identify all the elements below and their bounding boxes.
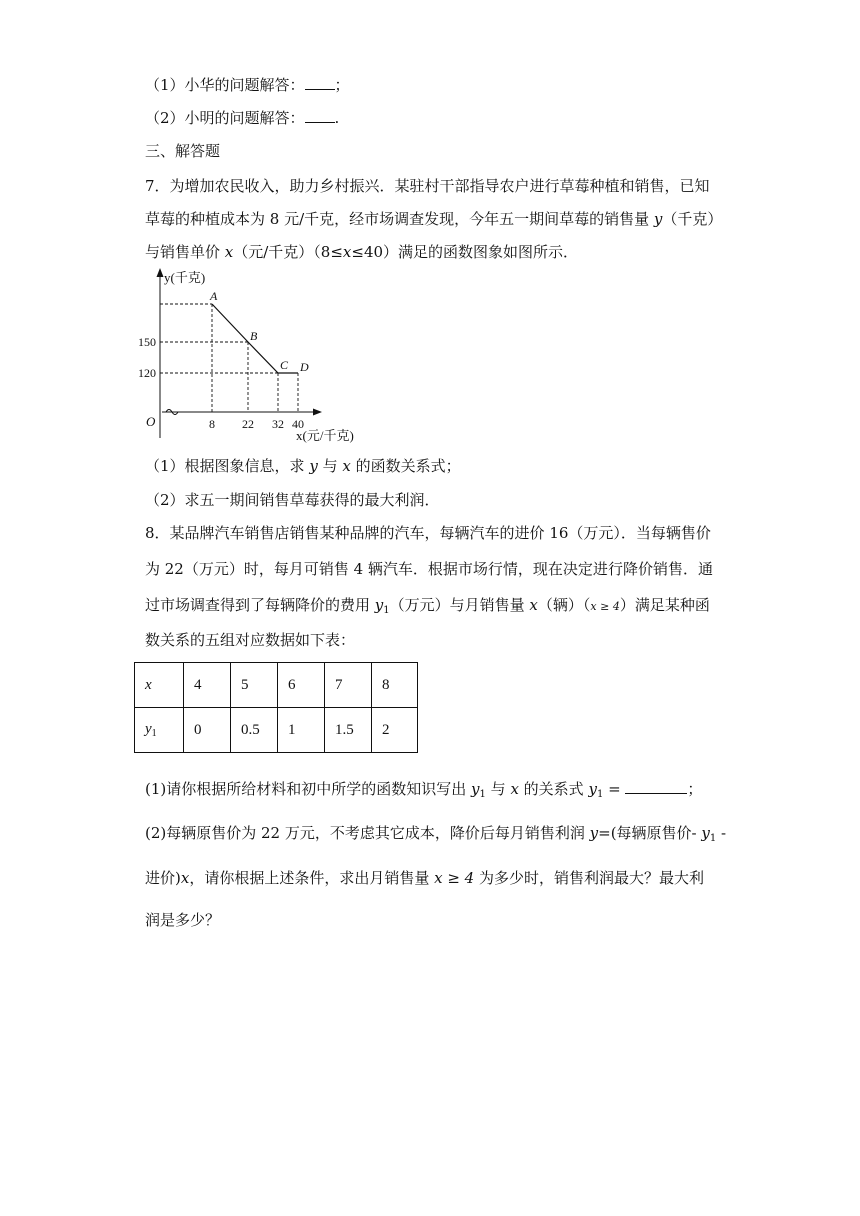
q8-line3: 过市场调查得到了每辆降价的费用 $y_1$（万元）与月销售量 x（辆）（x ≥ 4）满足某种函: [145, 596, 710, 616]
q8-part1: (1)请你根据所给材料和初中所学的函数知识写出 $y_1$ 与 x 的关系式 $y_1$ = ；: [145, 780, 703, 800]
q8-part2-line2: 进价)x，请你根据上述条件，求出月销售量 x ≥ 4 为多少时，销售利润最大？最大利: [145, 869, 704, 887]
graph-axes: [157, 268, 323, 438]
y-axis-label: y(千克): [164, 270, 206, 285]
function-graph: [140, 266, 370, 448]
table-row: [135, 663, 418, 708]
q8-line1: 8．某品牌汽车销售店销售某种品牌的汽车，每辆汽车的进价 16（万元）．当每辆售价: [145, 524, 711, 542]
table-cell: $y_1$: [135, 708, 184, 753]
point-label: B: [250, 329, 258, 343]
q6-part1: （1）小华的问题解答： ；: [145, 76, 350, 94]
answer-blank: [625, 779, 687, 794]
x-tick-label: 40: [292, 417, 304, 431]
graph-labels: [138, 270, 354, 443]
q7-line3: 与销售单价 x（元/千克）（8≤x≤40）满足的函数图象如图所示．: [145, 243, 579, 261]
table-cell: 6: [278, 663, 325, 708]
point-label: C: [280, 358, 289, 372]
q7-sub1: （1）根据图象信息，求 y 与 x 的函数关系式；: [145, 457, 461, 475]
y-axis-arrow: [157, 268, 164, 277]
origin-label: O: [146, 414, 156, 429]
q8-part2-line1: (2)每辆原售价为 22 万元，不考虑其它成本，降价后每月销售利润 y=(每辆原售价- $y_1$ -: [145, 824, 727, 844]
y-tick-label: 150: [138, 335, 156, 349]
table-cell: 8: [372, 663, 418, 708]
answer-blank: [305, 75, 335, 90]
q7-line1: 7．为增加农民收入，助力乡村振兴．某驻村干部指导农户进行草莓种植和销售，已知: [145, 177, 710, 195]
table-cell: 4: [184, 663, 231, 708]
table-cell: 2: [372, 708, 418, 753]
data-table: [134, 662, 418, 753]
x-axis-arrow: [313, 409, 322, 416]
x-tick-label: 8: [209, 417, 215, 431]
x-tick-label: 22: [242, 417, 254, 431]
table-row: [135, 708, 418, 753]
table-cell: 1.5: [325, 708, 372, 753]
table-cell: 5: [231, 663, 278, 708]
q7-sub2: （2）求五一期间销售草莓获得的最大利润．: [145, 491, 440, 509]
graph-guides: [160, 304, 298, 412]
point-label: A: [210, 289, 218, 303]
table-cell: x: [135, 663, 184, 708]
table-cell: 1: [278, 708, 325, 753]
point-label: D: [300, 360, 309, 374]
table-cell: 0.5: [231, 708, 278, 753]
table-cell: 7: [325, 663, 372, 708]
q8-line4: 数关系的五组对应数据如下表：: [145, 631, 356, 649]
q7-line2: 草莓的种植成本为 8 元/千克，经市场调查发现，今年五一期间草莓的销售量 y（千克）: [145, 210, 723, 228]
y-tick-label: 120: [138, 366, 156, 380]
table-cell: 0: [184, 708, 231, 753]
q8-line2: 为 22（万元）时，每月可销售 4 辆汽车．根据市场行情，现在决定进行降价销售．通: [145, 560, 713, 578]
section-heading: 三、解答题: [145, 142, 221, 160]
x-axis-label: x(元/千克): [296, 428, 354, 443]
q6-part2: （2）小明的问题解答： .: [145, 109, 340, 127]
q8-part2-line3: 润是多少？: [145, 911, 221, 929]
answer-blank: [305, 108, 335, 123]
x-tick-label: 32: [272, 417, 284, 431]
